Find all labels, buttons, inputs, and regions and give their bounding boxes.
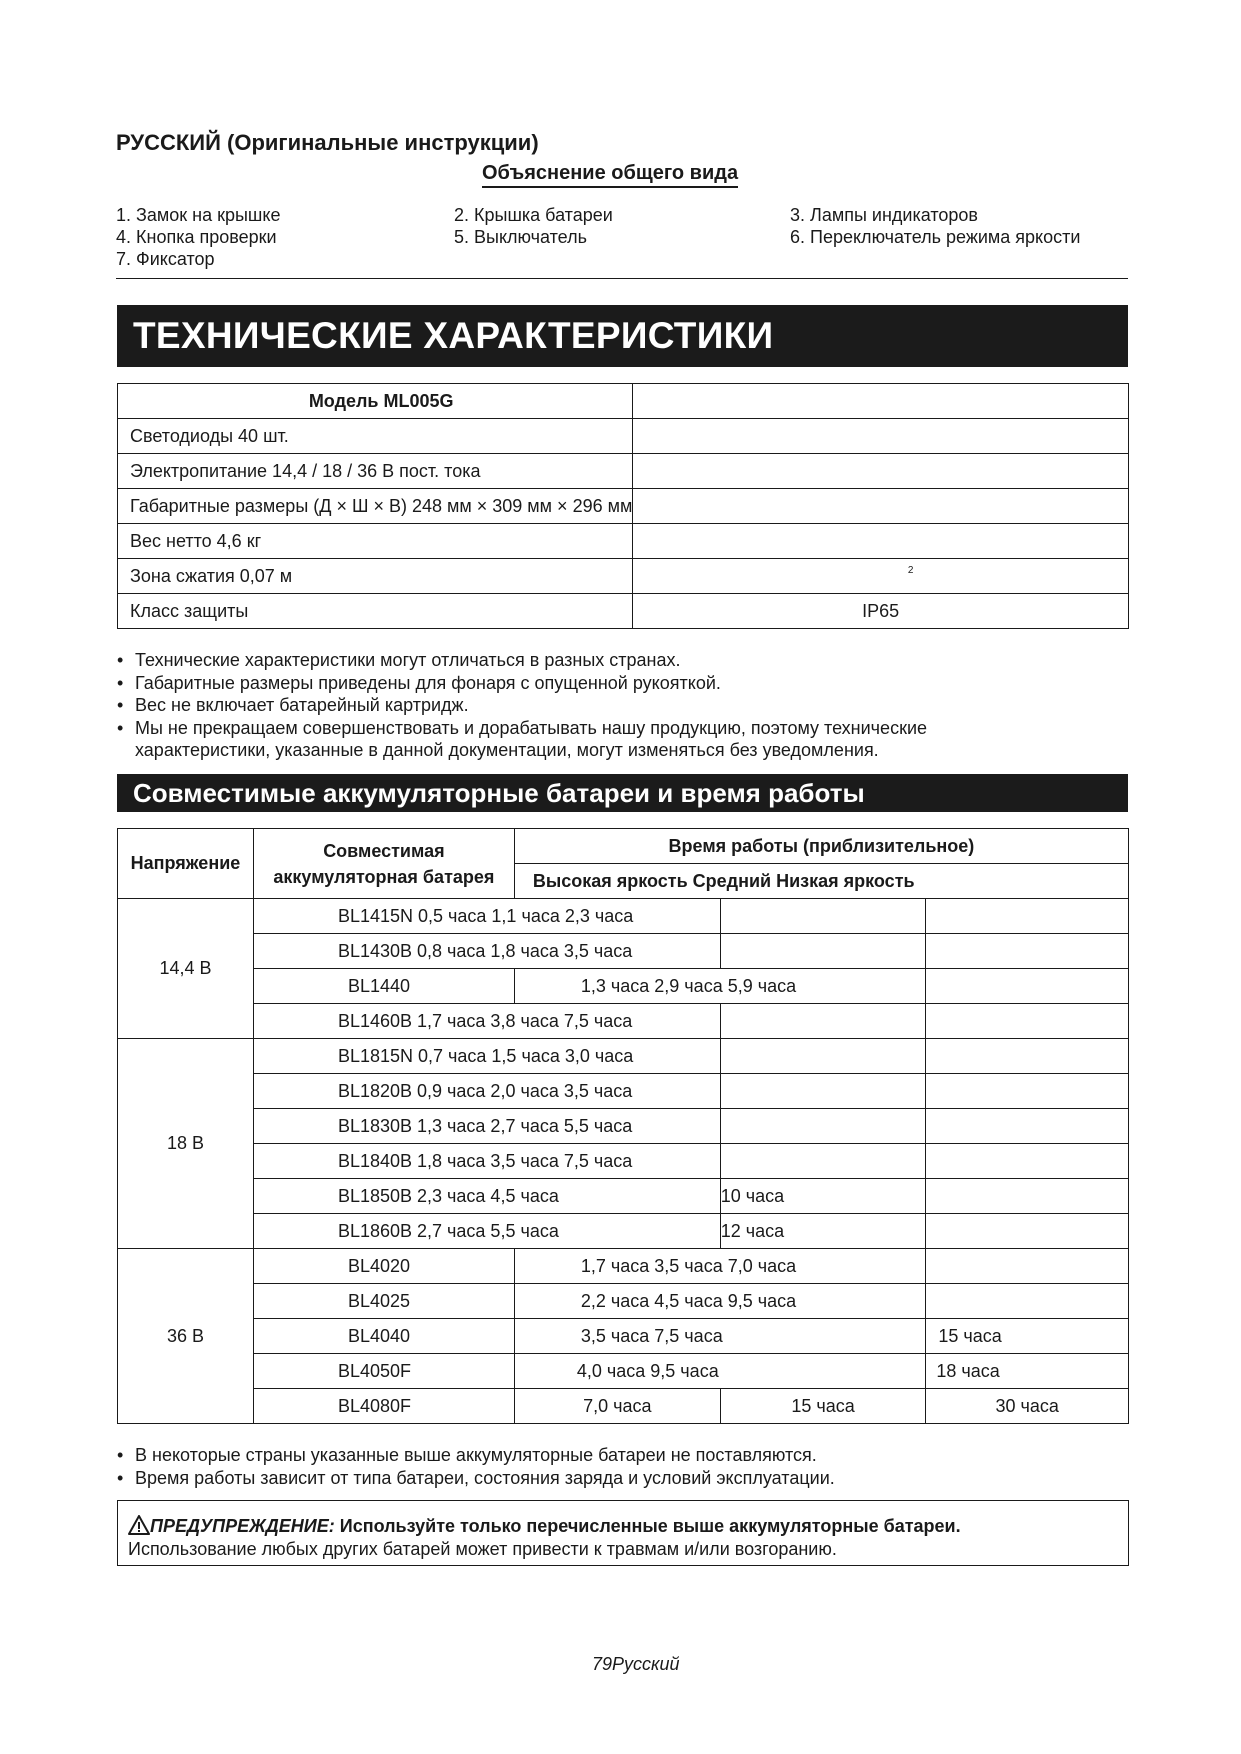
divider (116, 278, 1128, 279)
table-row (118, 384, 1129, 419)
spec-cell: Электропитание 14,4 / 18 / 36 В пост. тока (118, 454, 633, 489)
table-row (118, 829, 1129, 864)
runtime-cell: 4,0 часа 9,5 часа (514, 1354, 925, 1389)
battery-row-cell: BL1850B 2,3 часа 4,5 часа (253, 1179, 720, 1214)
list-item: • Габаритные размеры приведены для фонаря с опущенной рукояткой. (117, 672, 721, 693)
overview-title: Объяснение общего вида (482, 162, 738, 188)
model-header: Модель ML005G (118, 384, 633, 419)
table-row (118, 899, 1129, 934)
runtime-cell: 3,5 часа 7,5 часа (514, 1319, 925, 1354)
batteries-table (117, 828, 1129, 1424)
voltage-cell: 14,4 В (118, 899, 254, 1039)
spec-cell: Класс защиты (118, 594, 633, 629)
list-item: • Мы не прекращаем совершенствовать и дорабатывать нашу продукцию, поэтому технические характеристики, указанные в данной документации, могут изменяться без уведомления. (117, 717, 928, 760)
battery-header: Совместимая аккумуляторная батарея (253, 829, 514, 899)
table-row (118, 1039, 1129, 1074)
table-row (118, 969, 1129, 1004)
batteries-banner: Совместимые аккумуляторные батареи и время работы (117, 774, 1128, 812)
runtime-header: Время работы (приблизительное) (514, 829, 1128, 864)
table-row (118, 454, 1129, 489)
table-row (118, 1004, 1129, 1039)
parts-list (116, 206, 1126, 269)
table-row (118, 934, 1129, 969)
table-row (118, 559, 1129, 594)
battery-model: BL4050F (253, 1354, 514, 1389)
table-row (118, 1144, 1129, 1179)
table-row (118, 419, 1129, 454)
table-row (118, 1074, 1129, 1109)
warning-triangle-icon (128, 1515, 150, 1535)
table-row (118, 1389, 1129, 1424)
dimensions-text: Габаритные размеры (Д × Ш × В) 248 мм × 309 мм × 296 мм (130, 495, 633, 516)
warning-line2: Использование любых других батарей может привести к травмам и/или возгоранию. (128, 1539, 837, 1559)
part-item: 5. Выключатель (454, 227, 587, 247)
runtime-cell: 10 часа (720, 1179, 926, 1214)
runtime-cell: 7,0 часа (514, 1389, 720, 1424)
table-row (118, 1109, 1129, 1144)
battery-notes (117, 1444, 1129, 1489)
warning-text: Используйте только перечисленные выше аккумуляторные батареи. (334, 1516, 961, 1536)
battery-row-cell: BL1830B 1,3 часа 2,7 часа 5,5 часа (253, 1109, 720, 1144)
runtime-cell: 18 часа (926, 1354, 1129, 1389)
part-item: 3. Лампы индикаторов (790, 205, 978, 225)
spec-notes (117, 649, 1129, 762)
battery-row-cell: BL1430B 0,8 часа 1,8 часа 3,5 часа (253, 934, 720, 969)
part-item: 1. Замок на крышке (116, 205, 281, 225)
runtime-cell: 15 часа (720, 1389, 926, 1424)
battery-row-cell: BL1815N 0,7 часа 1,5 часа 3,0 часа (253, 1039, 720, 1074)
warning-label: ПРЕДУПРЕЖДЕНИЕ: (150, 1516, 335, 1536)
runtime-cell: 12 часа (720, 1214, 926, 1249)
page-number: 79Русский (592, 1654, 680, 1674)
spec-cell: Зона сжатия 0,07 м (118, 559, 633, 594)
language-title: РУССКИЙ (Оригинальные инструкции) (116, 130, 539, 155)
part-item: 4. Кнопка проверки (116, 227, 277, 247)
table-row (118, 524, 1129, 559)
table-row (118, 1214, 1129, 1249)
part-item: 6. Переключатель режима яркости (790, 227, 1081, 247)
runtime-cell: 30 часа (926, 1389, 1129, 1424)
battery-row-cell: BL1820B 0,9 часа 2,0 часа 3,5 часа (253, 1074, 720, 1109)
battery-row-cell: BL1840B 1,8 часа 3,5 часа 7,5 часа (253, 1144, 720, 1179)
runtime-cell: 2,2 часа 4,5 часа 9,5 часа (514, 1284, 925, 1319)
specs-banner: ТЕХНИЧЕСКИЕ ХАРАКТЕРИСТИКИ (117, 305, 1128, 367)
specs-table (117, 383, 1129, 629)
battery-model: BL4080F (253, 1389, 514, 1424)
battery-model: BL4025 (253, 1284, 514, 1319)
table-row (118, 594, 1129, 629)
table-row (118, 1249, 1129, 1284)
list-item: • Технические характеристики могут отличаться в разных странах. (117, 650, 681, 670)
spec-cell: Светодиоды 40 шт. (118, 419, 633, 454)
spec-cell (118, 489, 633, 524)
part-item: 7. Фиксатор (116, 249, 215, 269)
table-row (118, 489, 1129, 524)
superscript: 2 (907, 564, 914, 576)
part-item: 2. Крышка батареи (454, 205, 613, 225)
battery-row-cell: BL1415N 0,5 часа 1,1 часа 2,3 часа (253, 899, 720, 934)
battery-row-cell: BL1860B 2,7 часа 5,5 часа (253, 1214, 720, 1249)
table-row (118, 1319, 1129, 1354)
voltage-cell: 18 В (118, 1039, 254, 1249)
voltage-header: Напряжение (118, 829, 254, 899)
list-item: • Время работы зависит от типа батареи, состояния заряда и условий эксплуатации. (117, 1467, 835, 1488)
battery-model: BL1440 (253, 969, 514, 1004)
battery-model: BL4020 (253, 1249, 514, 1284)
voltage-cell: 36 В (118, 1249, 254, 1424)
battery-model: BL4040 (253, 1319, 514, 1354)
table-row (118, 1354, 1129, 1389)
list-item: • В некоторые страны указанные выше аккумуляторные батареи не поставляются. (117, 1445, 817, 1465)
battery-row-cell: BL1460B 1,7 часа 3,8 часа 7,5 часа (253, 1004, 720, 1039)
brightness-subheader: Высокая яркость Средний Низкая яркость (514, 864, 1128, 899)
runtime-cell: 1,3 часа 2,9 часа 5,9 часа (514, 969, 925, 1004)
warning-box (117, 1500, 1129, 1566)
table-row (118, 1284, 1129, 1319)
runtime-cell: 15 часа (926, 1319, 1129, 1354)
table-row (118, 1179, 1129, 1214)
spec-cell: Вес нетто 4,6 кг (118, 524, 633, 559)
runtime-cell: 1,7 часа 3,5 часа 7,0 часа (514, 1249, 925, 1284)
protection-value: IP65 (633, 594, 1129, 629)
list-item: • Вес не включает батарейный картридж. (117, 695, 469, 715)
